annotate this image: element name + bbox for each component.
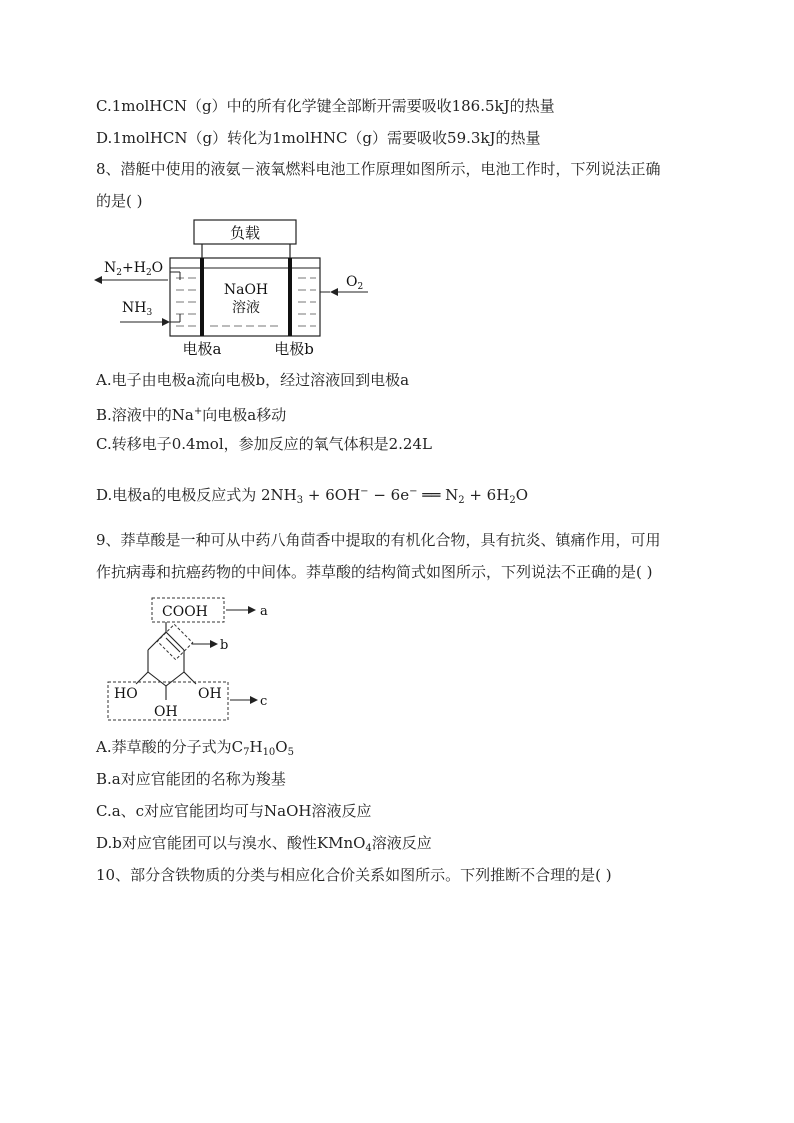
q7-option-c: C.1molHCN（g）中的所有化学键全部断开需要吸收186.5kJ的热量 xyxy=(96,97,555,115)
q9-option-d: D.b对应官能团可以与溴水、酸性KMnO$_4$溶液反应 xyxy=(96,834,432,854)
q8-stem-line1: 8、潜艇中使用的液氨－液氧燃料电池工作原理如图所示，电池工作时，下列说法正确 xyxy=(96,160,661,178)
electrode-a xyxy=(200,258,204,336)
nh3-inlet-label: $NH_3$ xyxy=(122,300,153,318)
oh-bottom: OH xyxy=(154,704,178,720)
solution-label-1: NaOH xyxy=(223,282,269,298)
q8-option-d: D.电极a的电极反应式为 $2NH_3 + 6OH^- - 6e^-$ ══ $N_2 + 6H_2O$ xyxy=(96,486,528,506)
q9-stem-line1: 9、莽草酸是一种可从中药八角茴香中提取的有机化合物，具有抗炎、镇痛作用，可用 xyxy=(96,531,661,549)
q8-option-c: C.转移电子0.4mol，参加反应的氧气体积是2.24L xyxy=(96,435,432,453)
q8-option-b: B.溶液中的Na+向电极a移动 xyxy=(96,406,287,424)
q7-option-d: D.1molHCN（g）转化为1molHNC（g）需要吸收59.3kJ的热量 xyxy=(96,129,541,147)
q10-stem: 10、部分含铁物质的分类与相应化合价关系如图所示。下列推断不合理的是( ) xyxy=(96,866,612,884)
electrode-equation: $2NH_3 + 6OH^- - 6e^-$ ══ $N_2 + 6H_2O$ xyxy=(261,486,528,506)
label-a: a xyxy=(260,604,268,619)
o2-inlet-label: $O_2$ xyxy=(346,274,364,292)
solution-label-2: 溶液 xyxy=(232,300,260,316)
ho-left: HO xyxy=(114,686,138,702)
q9-option-a: A.莽草酸的分子式为$C_7H_{10}O_5$ xyxy=(96,738,294,758)
shikimic-acid-structure xyxy=(100,594,290,726)
electrode-b-label: 电极b xyxy=(274,340,314,358)
molecular-formula: $C_7H_{10}O_5$ xyxy=(231,738,294,758)
label-b: b xyxy=(220,638,229,653)
oh-right: OH xyxy=(198,686,222,702)
outlet-label: $N_2+H_2O$ xyxy=(104,260,164,278)
q9-stem-line2: 作抗病毒和抗癌药物的中间体。莽草酸的结构简式如图所示，下列说法不正确的是( ) xyxy=(96,563,653,581)
q9-option-c: C.a、c对应官能团均可与NaOH溶液反应 xyxy=(96,802,372,820)
electrode-a-label: 电极a xyxy=(182,340,222,358)
load-label: 负载 xyxy=(229,224,261,242)
q9-option-b: B.a对应官能团的名称为羧基 xyxy=(96,770,286,788)
q8-stem-line2: 的是( ) xyxy=(96,192,143,210)
box-b xyxy=(157,624,192,659)
cooh-label: COOH xyxy=(162,604,208,620)
label-c: c xyxy=(260,694,268,709)
fuel-cell-diagram xyxy=(92,214,382,364)
q8-option-a: A.电子由电极a流向电极b，经过溶液回到电极a xyxy=(96,371,410,389)
electrode-b xyxy=(288,258,292,336)
